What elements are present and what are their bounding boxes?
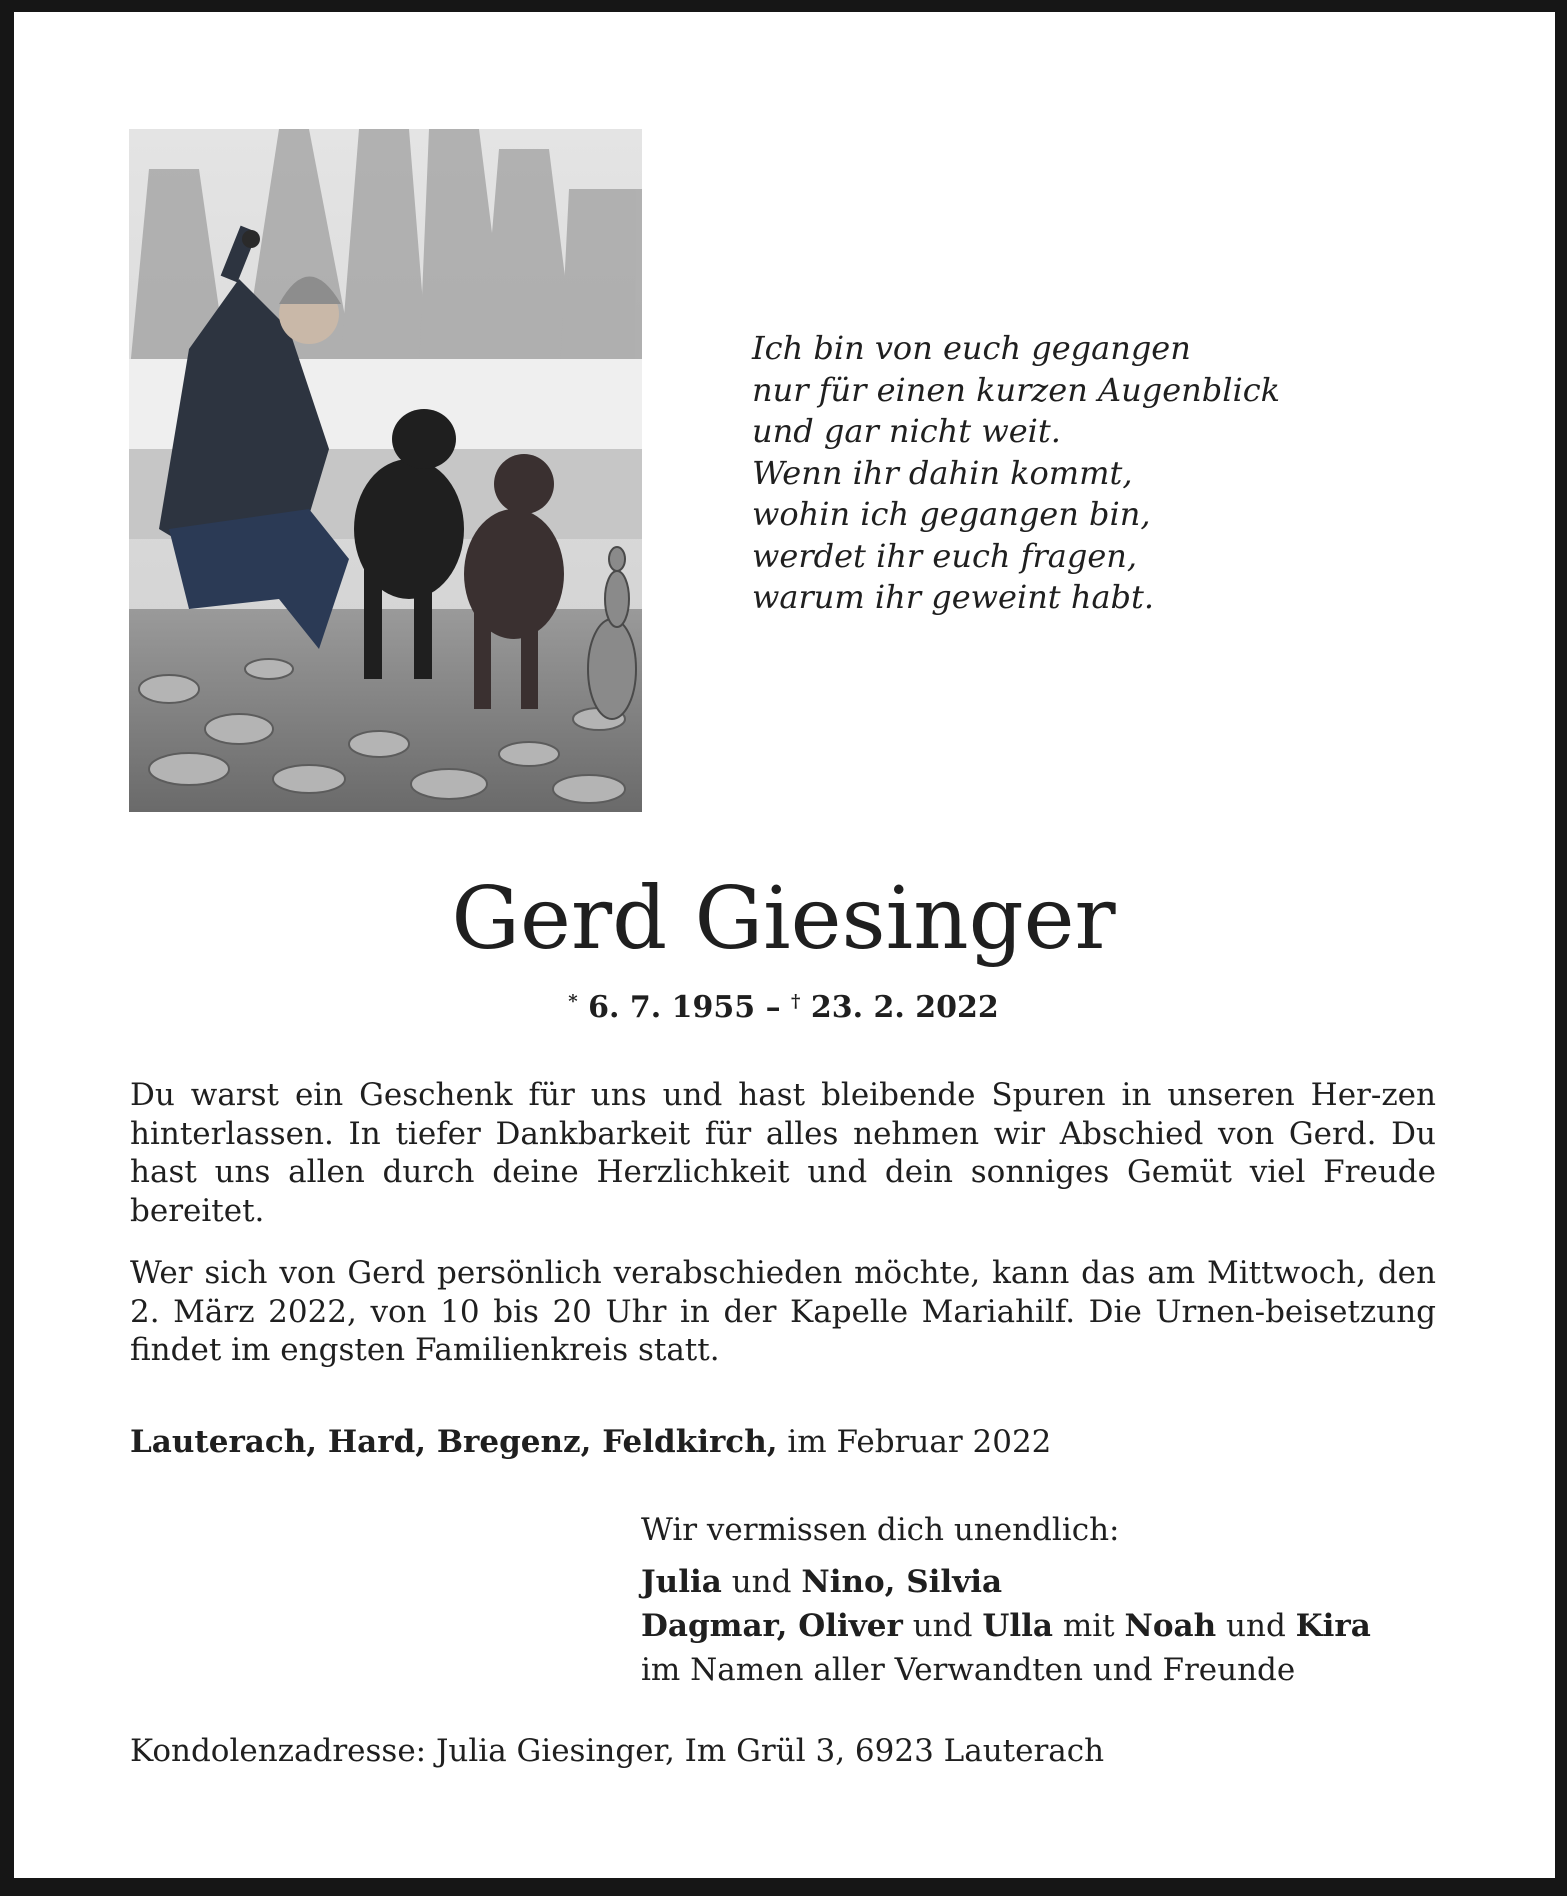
signature-intro: Wir vermissen dich unendlich: — [641, 1512, 1120, 1548]
birth-date: 6. 7. 1955 — [588, 990, 756, 1025]
family-signatures — [641, 1508, 1371, 1692]
family-name: Nino, Silvia — [801, 1564, 1003, 1600]
family-name: Kira — [1295, 1608, 1371, 1644]
poem-line: warum ihr geweint habt. — [752, 578, 1155, 616]
date-separator: – — [765, 990, 781, 1025]
poem-line: werdet ihr euch fragen, — [752, 536, 1138, 575]
poem-line: und gar nicht weit. — [752, 412, 1061, 450]
conjunction: und — [912, 1608, 973, 1644]
conjunction: und — [1226, 1608, 1286, 1644]
month-year: im Februar 2022 — [787, 1424, 1052, 1460]
death-symbol: † — [791, 991, 801, 1012]
family-name: Noah — [1124, 1608, 1217, 1644]
conjunction: mit — [1062, 1608, 1115, 1644]
place-date-line — [130, 1424, 1051, 1460]
deceased-name: Gerd Giesinger — [451, 869, 1116, 969]
poem-line: Ich bin von euch gegangen — [752, 329, 1191, 367]
life-dates — [0, 990, 1567, 1025]
memorial-poem — [752, 328, 1280, 619]
death-date: 23. 2. 2022 — [810, 990, 999, 1025]
family-name: Ulla — [982, 1608, 1054, 1644]
farewell-info-paragraph: Wer sich von Gerd persönlich verabschieden möchte, kann das am Mittwoch, den 2. März 2022, von 10 bis 20 Uhr in der Kapelle Mariahilf. Die Urnen-beisetzung findet im engsten Familienkreis statt. — [130, 1255, 1436, 1368]
family-name: Dagmar, Oliver — [641, 1608, 903, 1644]
places-list: Lauterach, Hard, Bregenz, Feldkirch, — [130, 1424, 778, 1460]
memorial-photo — [129, 129, 642, 812]
poem-line: wohin ich gegangen bin, — [752, 495, 1151, 533]
poem-line: Wenn ihr dahin kommt, — [752, 453, 1133, 492]
conjunction: und — [731, 1564, 792, 1600]
condolence-address: Kondolenzadresse: Julia Giesinger, Im Grül 3, 6923 Lauterach — [130, 1733, 1105, 1769]
signature-row-2 — [641, 1604, 1371, 1648]
family-name: Julia — [641, 1564, 722, 1600]
signature-closing: im Namen aller Verwandten und Freunde — [641, 1652, 1296, 1688]
tribute-paragraph: Du warst ein Geschenk für uns und hast bleibende Spuren in unseren Her-zen hinterlassen. In tiefer Dankbarkeit für alles nehmen wir Abschied von Gerd. Du hast uns allen durch deine Herzlichkeit und dein sonniges Gemüt viel Freude bereitet. — [130, 1077, 1436, 1229]
signature-row-1 — [641, 1560, 1371, 1604]
poem-line: nur für einen kurzen Augenblick — [752, 370, 1280, 409]
birth-symbol: * — [568, 991, 578, 1012]
photo-illustration — [129, 129, 642, 812]
